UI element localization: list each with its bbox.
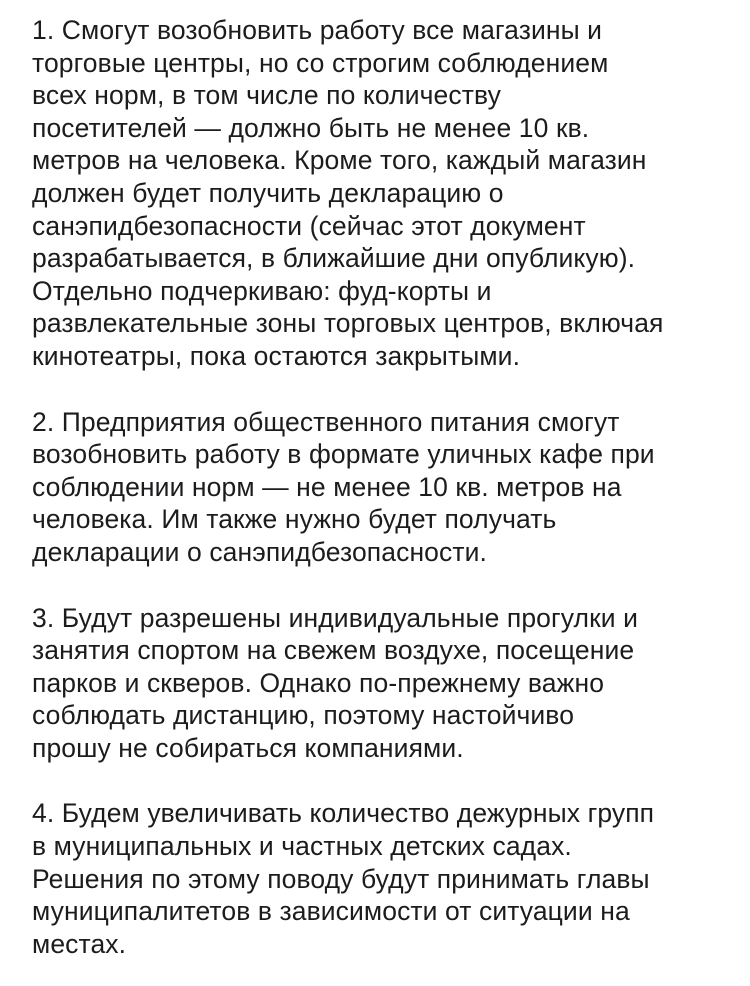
- paragraph-4-kindergartens: [32, 797, 726, 960]
- text-line: возобновить работу в формате уличных кафе при: [32, 439, 655, 470]
- text-line: муниципалитетов в зависимости от ситуации на: [32, 896, 630, 927]
- text-line: всех норм, в том числе по количеству: [32, 80, 501, 111]
- text-line: развлекательные зоны торговых центров, включая: [32, 308, 664, 339]
- text-line: местах.: [32, 928, 127, 959]
- text-line: соблюдать дистанцию, поэтому настойчиво: [32, 700, 575, 731]
- text-line: должен будет получить декларацию о: [32, 177, 504, 208]
- text-line: в муниципальных и частных детских садах.: [32, 831, 572, 862]
- text-line: соблюдении норм — не менее 10 кв. метров на: [32, 471, 622, 502]
- paragraph-2-catering: [32, 406, 726, 569]
- text-line: 4. Будем увеличивать количество дежурных групп: [32, 798, 655, 829]
- text-line: разрабатывается, в ближайшие дни опубликую).: [32, 243, 636, 274]
- text-line: парков и скверов. Однако по-прежнему важно: [32, 667, 605, 698]
- text-line: человека. Им также нужно будет получать: [32, 504, 557, 535]
- text-line: Решения по этому поводу будут принимать главы: [32, 863, 650, 894]
- text-line: 1. Смогут возобновить работу все магазины и: [32, 15, 603, 45]
- text-line: кинотеатры, пока остаются закрытыми.: [32, 340, 521, 371]
- text-line: декларации о санэпидбезопасности.: [32, 536, 487, 567]
- paragraph-1-stores: [32, 14, 726, 373]
- text-line: занятия спортом на свежем воздухе, посещение: [32, 635, 635, 666]
- text-line: Отдельно подчеркиваю: фуд-корты и: [32, 275, 492, 306]
- text-line: торговые центры, но со строгим соблюдением: [32, 47, 609, 78]
- text-line: 3. Будут разрешены индивидуальные прогулки и: [32, 602, 639, 633]
- text-line: прошу не собираться компаниями.: [32, 732, 464, 763]
- text-line: санэпидбезопасности (сейчас этот документ: [32, 210, 586, 241]
- text-line: посетителей — должно быть не менее 10 кв.: [32, 112, 590, 143]
- text-line: метров на человека. Кроме того, каждый магазин: [32, 145, 647, 176]
- text-line: 2. Предприятия общественного питания смогут: [32, 406, 620, 437]
- paragraph-3-walks: [32, 602, 726, 765]
